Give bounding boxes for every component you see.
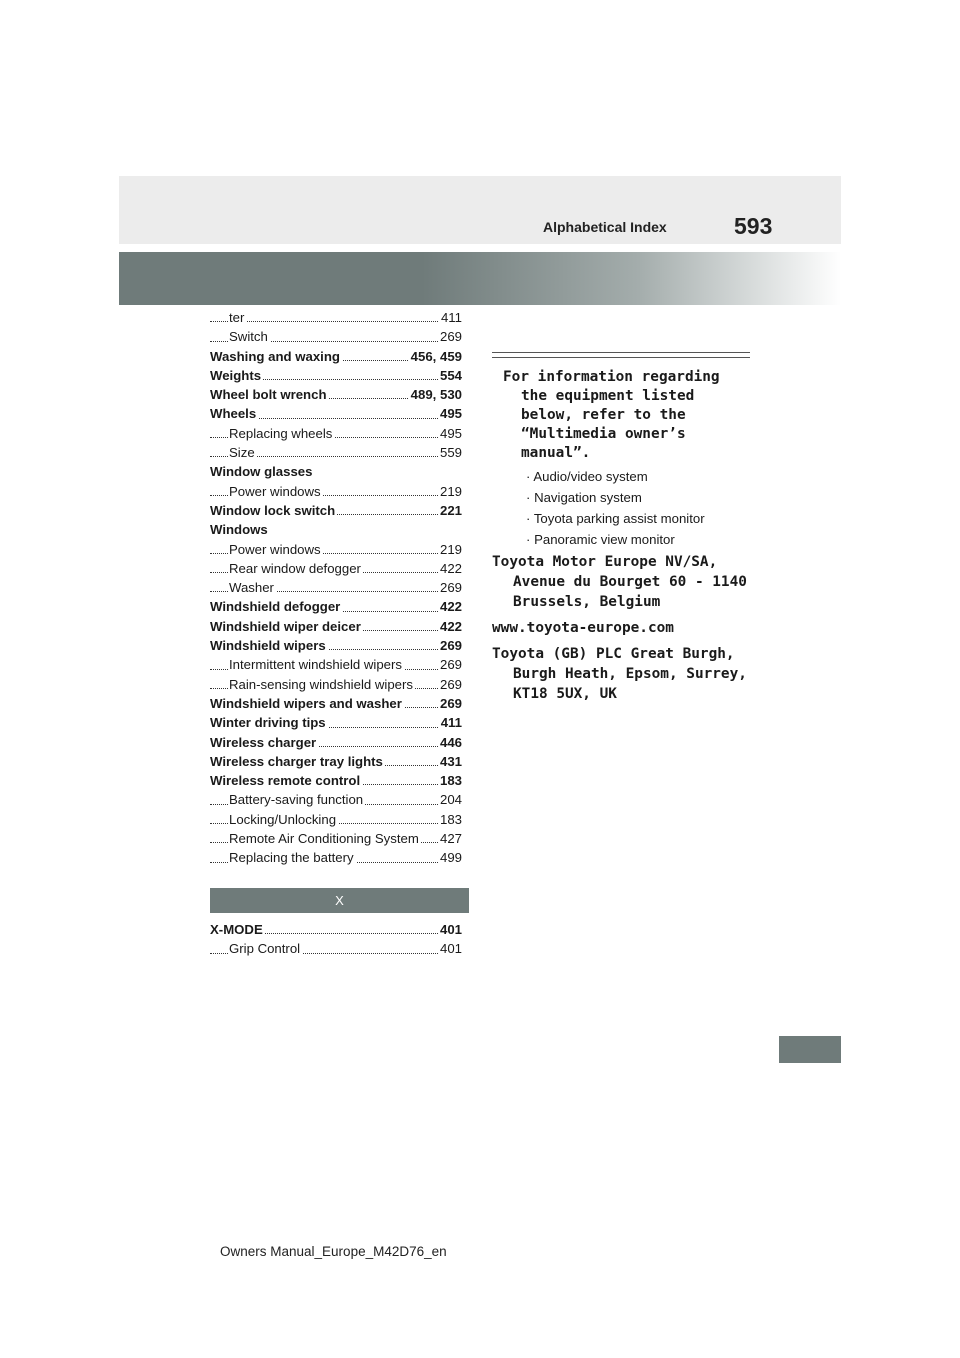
index-entry-label: Power windows xyxy=(229,483,321,499)
index-entry-page: 401 xyxy=(438,920,462,939)
multimedia-list xyxy=(526,466,750,550)
index-entry-label: Wheels xyxy=(210,406,257,422)
index-entry-label: Washing and waxing xyxy=(210,348,340,364)
index-entry xyxy=(210,578,462,597)
multimedia-list-item: · Audio/video system xyxy=(526,466,750,487)
index-entry-page: 204 xyxy=(438,790,462,809)
header-band xyxy=(119,176,841,244)
index-entry xyxy=(210,810,462,829)
index-entry-label: Windshield wipers xyxy=(210,638,326,654)
index-entry-label: Weights xyxy=(210,367,262,383)
index-entry xyxy=(210,597,462,616)
index-entry xyxy=(210,848,462,867)
index-entry-page: 456, 459 xyxy=(409,347,462,366)
index-entry-page: 183 xyxy=(438,771,462,790)
index-entry xyxy=(210,327,462,346)
multimedia-note-title: For information regarding the equipment listed below, refer to the “Multimedia owner’s manual”. xyxy=(503,369,720,461)
index-entry-page: 411 xyxy=(439,713,462,732)
info-column-right xyxy=(492,352,750,704)
section-letter-bar xyxy=(210,888,469,913)
index-entry-page: 422 xyxy=(438,559,462,578)
side-tab xyxy=(779,1036,841,1063)
index-x-entries xyxy=(210,920,462,959)
index-column-left xyxy=(210,308,462,868)
index-entry-label: Window lock switch xyxy=(210,502,336,518)
index-entry-page: 495 xyxy=(438,404,462,423)
index-entry-label: Power windows xyxy=(229,541,321,557)
index-entry-page: 269 xyxy=(438,675,462,694)
multimedia-list-item: · Panoramic view monitor xyxy=(526,529,750,550)
index-entry-label: Wireless charger tray lights xyxy=(210,753,383,769)
index-entry-page: 499 xyxy=(438,848,462,867)
page-number: 593 xyxy=(734,213,773,239)
index-entry xyxy=(210,713,462,732)
index-entry-label: Winter driving tips xyxy=(210,715,326,731)
index-entry-label: Rain-sensing windshield wipers xyxy=(229,676,413,692)
index-entry-label: Windshield wipers and washer xyxy=(210,695,402,711)
index-entry xyxy=(210,790,462,809)
index-entry-label: ter xyxy=(229,310,245,325)
index-entry xyxy=(210,939,462,958)
index-entry-label: Wheel bolt wrench xyxy=(210,387,327,403)
index-entry xyxy=(210,675,462,694)
index-entry-page: 219 xyxy=(438,482,462,501)
index-entry xyxy=(210,462,462,481)
index-entry-page: 269 xyxy=(438,636,462,655)
address-europe: Toyota Motor Europe NV/SA, Avenue du Bourget 60 - 1140 Brussels, Belgium xyxy=(492,554,747,610)
index-entry xyxy=(210,308,462,327)
index-entry-label: Windows xyxy=(210,522,268,538)
index-entry-label: Grip Control xyxy=(229,941,301,957)
index-entry xyxy=(210,559,462,578)
index-entry-label: Switch xyxy=(229,329,268,345)
index-entry-label: Windshield defogger xyxy=(210,599,341,615)
index-entry-label: Replacing wheels xyxy=(229,425,333,441)
index-entry-page: 269 xyxy=(438,327,462,346)
index-entry-page: 427 xyxy=(438,829,462,848)
section-letter: X xyxy=(335,893,344,908)
index-entry-label: Remote Air Conditioning System xyxy=(229,831,419,847)
index-entry-page: 559 xyxy=(438,443,462,462)
index-entry-page: 269 xyxy=(438,694,462,713)
index-entry xyxy=(210,501,462,520)
index-entry xyxy=(210,540,462,559)
index-entry-label: Windshield wiper deicer xyxy=(210,618,361,634)
website-link[interactable]: www.toyota-europe.com xyxy=(492,620,674,636)
index-entry xyxy=(210,694,462,713)
index-entry-label: Locking/Unlocking xyxy=(229,811,337,827)
index-entry-label: X-MODE xyxy=(210,922,263,937)
multimedia-list-item: · Toyota parking assist monitor xyxy=(526,508,750,529)
address-uk: Toyota (GB) PLC Great Burgh, Burgh Heath, Epsom, Surrey, KT18 5UX, UK xyxy=(492,646,747,702)
index-entry-page: 495 xyxy=(438,424,462,443)
index-entry xyxy=(210,617,462,636)
index-entry xyxy=(210,733,462,752)
index-entry-page: 489, 530 xyxy=(409,385,462,404)
index-entry xyxy=(210,636,462,655)
index-entry-label: Wireless remote control xyxy=(210,773,361,789)
index-entry-label: Window glasses xyxy=(210,464,313,480)
index-entry-label: Size xyxy=(229,445,255,461)
index-entry xyxy=(210,443,462,462)
index-entry-page: 269 xyxy=(438,578,462,597)
index-entry xyxy=(210,752,462,771)
index-entry-page: 269 xyxy=(438,655,462,674)
double-rule-divider xyxy=(492,352,750,358)
dot-leader xyxy=(210,321,462,322)
index-entry-page: 221 xyxy=(438,501,462,520)
index-entry-page: 183 xyxy=(438,810,462,829)
index-entry-page: 411 xyxy=(439,308,462,327)
index-entry xyxy=(210,771,462,790)
index-entry-page: 446 xyxy=(438,733,462,752)
section-title: Alphabetical Index xyxy=(543,219,667,235)
index-entry-page: 219 xyxy=(438,540,462,559)
index-entry xyxy=(210,920,462,939)
index-entry-label: Battery-saving function xyxy=(229,792,364,808)
index-entry xyxy=(210,482,462,501)
index-entry-label: Washer xyxy=(229,580,274,596)
index-entry-label: Wireless charger xyxy=(210,734,317,750)
gradient-band xyxy=(119,252,841,305)
index-entry xyxy=(210,829,462,848)
multimedia-list-item: · Navigation system xyxy=(526,487,750,508)
index-entry-page: 554 xyxy=(438,366,462,385)
index-entry xyxy=(210,347,462,366)
index-entry xyxy=(210,366,462,385)
index-entry-label: Rear window defogger xyxy=(229,560,361,576)
index-entry xyxy=(210,385,462,404)
index-entry xyxy=(210,404,462,423)
index-entry-page: 431 xyxy=(438,752,462,771)
index-entry xyxy=(210,424,462,443)
index-entry-page: 422 xyxy=(438,617,462,636)
index-entry-label: Intermittent windshield wipers xyxy=(229,657,402,673)
index-entry xyxy=(210,655,462,674)
footer-text: Owners Manual_Europe_M42D76_en xyxy=(220,1244,447,1259)
index-entry-page: 422 xyxy=(438,597,462,616)
index-entry-label: Replacing the battery xyxy=(229,850,354,866)
index-entry xyxy=(210,520,462,539)
index-entry-page: 401 xyxy=(438,939,462,958)
